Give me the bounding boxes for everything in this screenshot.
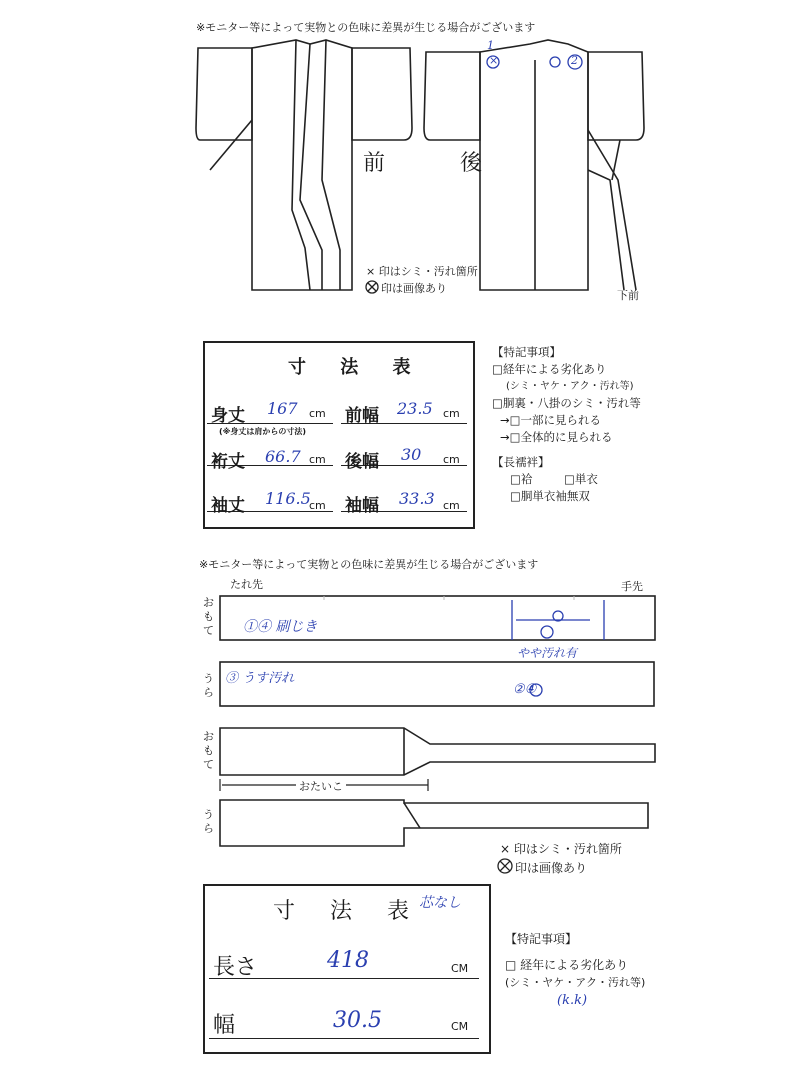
obi-notes-item1-sub: (シミ・ヤケ・アク・汚れ等)	[505, 976, 646, 989]
obi-omote-note-right: やや汚れ有	[517, 646, 578, 660]
back-label: 後	[460, 151, 483, 176]
front-left-sleeve	[196, 48, 252, 140]
back-mark-2: 2	[571, 54, 578, 67]
sodehaba-label: 袖幅	[345, 496, 379, 516]
kimono-table-title: 寸 法 表	[288, 357, 425, 378]
kimono-disclaimer: ※モニター等によって実物との色味に差異が生じる場合がございます	[196, 21, 536, 34]
back-body	[480, 40, 588, 290]
front-collar	[292, 40, 340, 290]
maehaba-unit: cm	[443, 407, 460, 420]
tesaki-label: 手先	[621, 580, 643, 593]
sodehaba-value: 33.3	[399, 489, 435, 508]
back-mark-1: 1	[487, 39, 494, 52]
yuki-label: 裄丈	[211, 452, 245, 472]
obi-ura-label-1: うら	[203, 672, 214, 699]
obi-signature: (k.k)	[557, 993, 588, 1008]
obi-table-title: 寸 法 表	[273, 899, 423, 924]
taresaki-label: たれ先	[230, 578, 263, 591]
haba-label: 幅	[213, 1013, 236, 1038]
nagasa-value: 418	[327, 948, 369, 973]
back-right-sleeve	[588, 52, 644, 140]
obi-disclaimer: ※モニター等によって実物との色味に差異が生じる場合がございます	[199, 558, 539, 571]
under-front-label: 下前	[617, 289, 639, 302]
notes-item1: □経年による劣化あり	[492, 362, 607, 376]
obi-omote-note-left: ①④ 刷じき	[243, 619, 318, 635]
back-left-sleeve	[424, 52, 480, 140]
ushirohaba-unit: cm	[443, 453, 460, 466]
obi-omote-label-2: おもて	[203, 730, 214, 771]
otaiko-label: おたいこ	[296, 778, 346, 794]
notes-item2: □胴裏・八掛のシミ・汚れ等	[492, 396, 641, 410]
kimono-notes	[492, 344, 692, 505]
mitake-value: 167	[267, 399, 298, 418]
maehaba-value: 23.5	[397, 399, 433, 418]
notes-header: 【特記事項】	[492, 345, 561, 359]
mark-circle-icon	[550, 57, 560, 67]
obi-omote-otaiko	[220, 728, 655, 775]
notes-item1-sub: (シミ・ヤケ・アク・汚れ等)	[506, 381, 634, 392]
obi-notes-item1: □ 経年による劣化あり	[505, 958, 629, 972]
juban-hitoe: □単衣	[564, 472, 598, 486]
haba-unit: CM	[451, 1020, 469, 1033]
obi-size-table	[203, 884, 491, 1054]
ushirohaba-value: 30	[401, 445, 422, 464]
mitake-unit: cm	[309, 407, 326, 420]
obi-ura-label-2: うら	[203, 808, 214, 835]
kimono-legend-circle: 印は画像あり	[381, 282, 447, 295]
kimono-legend-x: × 印はシミ・汚れ箇所	[366, 265, 478, 278]
sodehaba-unit: cm	[443, 499, 460, 512]
sodetake-value: 116.5	[265, 489, 311, 508]
maehaba-label: 前幅	[345, 406, 379, 426]
obi-ura-note-left: ③ うす汚れ	[225, 671, 295, 686]
mitake-label: 身丈	[211, 406, 245, 426]
obi-notes	[505, 930, 685, 1010]
yuki-unit: cm	[309, 453, 326, 466]
juban-dou: □胴単衣袖無双	[510, 489, 590, 503]
ushirohaba-label: 後幅	[345, 452, 379, 472]
obi-omote-label-1: おもて	[203, 596, 214, 637]
obi-legend-circle: 印は画像あり	[515, 861, 588, 875]
juban-header: 【長襦袢】	[492, 455, 550, 469]
obi-ura-note-right: ②④	[513, 682, 537, 697]
nagasa-unit: CM	[451, 962, 469, 975]
mark-circle-icon	[541, 626, 553, 638]
obi-shin-note: 芯なし	[419, 895, 461, 911]
juban-awase: □袷	[510, 472, 533, 486]
notes-item2-a: →□一部に見られる	[500, 413, 602, 427]
front-right-sleeve	[352, 48, 412, 140]
sodetake-unit: cm	[309, 499, 326, 512]
back-mark-x: ×	[489, 54, 499, 67]
nagasa-label: 長さ	[213, 955, 258, 980]
front-label: 前	[363, 151, 386, 176]
yuki-value: 66.7	[265, 447, 301, 466]
notes-item2-b: →□全体的に見られる	[500, 430, 613, 444]
obi-notes-header: 【特記事項】	[505, 932, 578, 946]
obi-legend-x: × 印はシミ・汚れ箇所	[500, 842, 622, 856]
mitake-note: (※身丈は肩からの寸法)	[219, 427, 307, 436]
haba-value: 30.5	[333, 1008, 382, 1033]
kimono-size-table	[203, 341, 475, 529]
sodetake-label: 袖丈	[211, 496, 245, 516]
